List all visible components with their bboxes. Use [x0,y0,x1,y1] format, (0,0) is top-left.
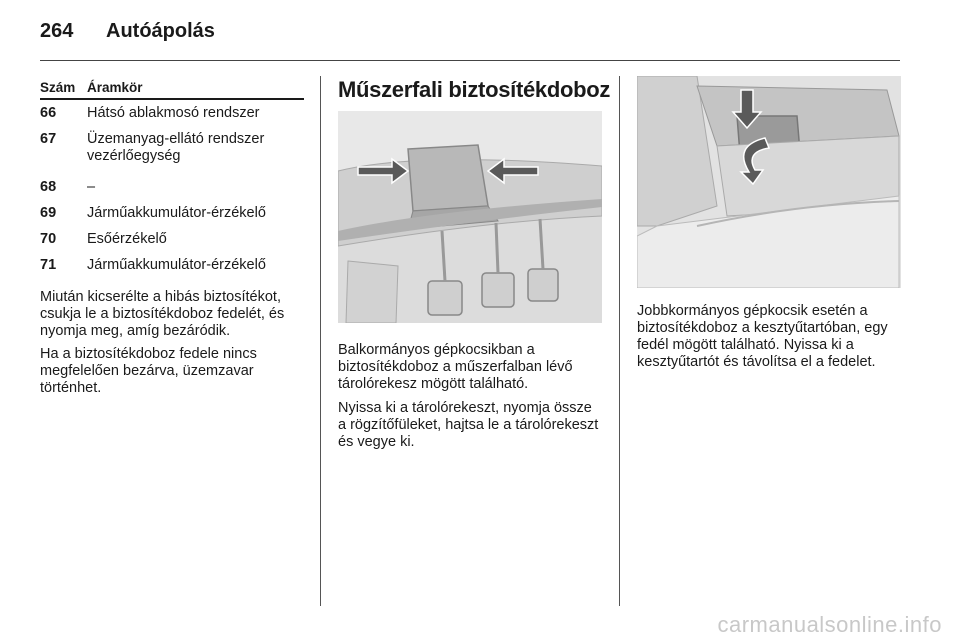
page-title: Autóápolás [106,20,215,42]
fuse-circuit: Hátsó ablakmosó rendszer [87,105,260,121]
figure-rhd-glovebox [637,76,901,288]
table-row [40,179,304,196]
fuse-number: 71 [40,257,57,273]
page-header [40,20,215,43]
fuse-number: 66 [40,105,57,121]
body-paragraph: Balkormányos gépkocsikban a biztosítékdoboz a műszerfalban lévő tárolórekesz mögött található. [338,342,573,392]
body-paragraph: Miután kicserélte a hibás biztosítékot, csukja le a biztosítékdoboz fedelét, és nyomja meg, amíg bezáródik. [40,289,285,339]
fuse-circuit: Esőérzékelő [87,231,167,247]
fuse-number: 67 [40,131,57,147]
column-header-circuit: Áramkör [87,80,143,95]
fuse-number: 69 [40,205,57,221]
fuse-number: 70 [40,231,57,247]
table-row [40,105,304,122]
section-text [338,342,602,451]
body-paragraph: Jobbkormányos gépkocsik esetén a biztosítékdoboz a kesztyűtartóban, egy fedél mögött található. Nyissa ki a kesztyűtartót és távolítsa el a fedelet. [637,303,888,370]
rhd-section-text [637,303,901,371]
page-number: 264 [40,20,74,42]
body-paragraph: Nyissa ki a tárolórekeszt, nyomja össze a rögzítőfüleket, hajtsa le a tárolórekeszt és vegye ki. [338,400,599,450]
instrument-panel-section [338,76,611,104]
lhd-fuse-box-illustration [338,111,602,323]
column-divider [619,76,620,606]
rhd-fuse-box-illustration [637,76,901,288]
table-header [40,80,304,100]
fuse-table-column [40,80,304,397]
table-row [40,131,304,165]
table-row [40,205,304,222]
figure-lhd-storage-compartment [338,111,602,323]
fuse-circuit: – [87,179,96,195]
fuse-circuit: Üzemanyag-ellátó rendszer vezérlőegység [87,131,265,164]
section-title: Műszerfali biztosítékdoboz [338,77,611,102]
body-paragraph: Ha a biztosítékdoboz fedele nincs megfelelően bezárva, üzemzavar történhet. [40,346,257,396]
watermark: carmanualsonline.info [717,612,942,637]
fuse-number: 68 [40,179,57,195]
fuse-circuit: Járműakkumulátor-érzékelő [87,205,266,221]
table-row [40,231,304,248]
header-rule [40,60,900,61]
column-header-number: Szám [40,80,76,95]
fuse-circuit: Járműakkumulátor-érzékelő [87,257,266,273]
table-row [40,257,304,274]
column-divider [320,76,321,606]
